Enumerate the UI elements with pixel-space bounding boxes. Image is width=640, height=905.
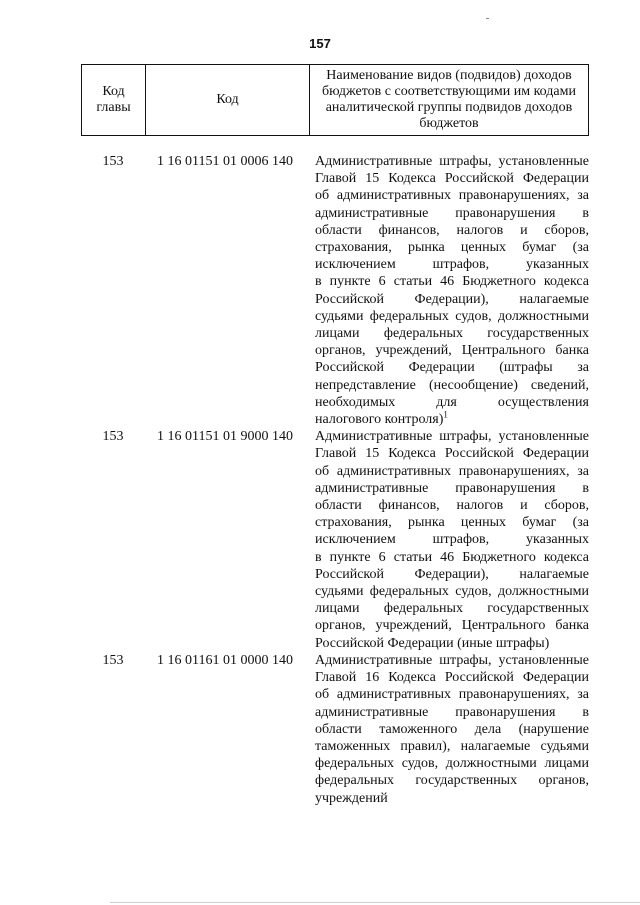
- name-line-text: судьями федеральных судов, должностными: [315, 584, 589, 600]
- name-line: [315, 652, 589, 669]
- name-line: [315, 772, 589, 789]
- name-line-text: органов, учреждений, Центрального банка: [315, 343, 589, 359]
- name-line-text: области таможенного дела (нарушение: [315, 721, 589, 737]
- name-line-text: Административные штрафы, установленные: [315, 429, 589, 445]
- name-line-text: учреждений: [315, 790, 388, 806]
- name-line-text: Главой 16 Кодекса Российской Федерации: [315, 670, 589, 686]
- name-line: [315, 308, 589, 325]
- name-line-text: лицами федеральных государственных: [315, 601, 589, 617]
- name-line-text: Российской Федерации), налагаемые: [315, 566, 589, 582]
- name-line-text: непредставление (несообщение) сведений,: [315, 377, 589, 393]
- name-line-text: административные правонарушения в: [315, 205, 589, 221]
- name-line-text: необходимых для осуществления: [315, 394, 589, 410]
- name-line-text: Главой 15 Кодекса Российской Федерации: [315, 446, 589, 462]
- name-line-text: области финансов, налогов и сборов,: [315, 498, 589, 514]
- table-header: [81, 64, 589, 136]
- name-line-text: страхования, рынка ценных бумаг (за: [315, 240, 589, 256]
- name-line-text: Российской Федерации (иные штрафы): [315, 635, 550, 651]
- name-line: [315, 342, 589, 359]
- table-row: [81, 153, 589, 428]
- name-line-text: судьями федеральных судов, должностными: [315, 308, 589, 324]
- name-line-text: федеральных государственных органов,: [315, 773, 589, 789]
- name-line-text: Российской Федерации (штрафы за: [315, 360, 589, 376]
- name-line: [315, 256, 589, 273]
- page-number: 157: [309, 36, 331, 51]
- name-line: [315, 566, 589, 583]
- name-line-text: Главой 15 Кодекса Российской Федерации: [315, 171, 589, 187]
- name-line: [315, 222, 589, 239]
- name-line-text: лицами федеральных государственных: [315, 326, 589, 342]
- name-line: [315, 411, 589, 428]
- name-line: [315, 291, 589, 308]
- cell-name: [315, 428, 589, 652]
- name-line-text: в пункте 6 статьи 46 Бюджетного кодекса: [315, 549, 589, 565]
- name-line: [315, 635, 589, 652]
- cell-kod: 1 16 01161 01 0000 140: [157, 652, 293, 668]
- cell-name: [315, 153, 589, 428]
- name-line: [315, 394, 589, 411]
- name-line: [315, 325, 589, 342]
- name-line: [315, 617, 589, 634]
- name-line-text: Административные штрафы, установленные: [315, 154, 589, 169]
- header-col-name: Наименование видов (подвидов) доходов бюджетов с соответствующими им кодами аналитической группы подвидов доходов бюджетов: [310, 65, 589, 136]
- name-line: [315, 686, 589, 703]
- name-line: [315, 583, 589, 600]
- name-line: [315, 531, 589, 548]
- name-line: [315, 428, 589, 445]
- name-line-text: об административных правонарушениях, за: [315, 188, 589, 204]
- name-line-text: административные правонарушения в: [315, 480, 589, 496]
- name-line: [315, 170, 589, 187]
- cell-name: [315, 652, 589, 807]
- header-col-glavy: Код главы: [82, 65, 146, 136]
- name-line: [315, 273, 589, 290]
- name-line: [315, 721, 589, 738]
- name-line: [315, 153, 589, 170]
- header-col-kod: Код: [146, 65, 310, 136]
- name-line: [315, 549, 589, 566]
- name-line: [315, 669, 589, 686]
- cell-kod: 1 16 01151 01 9000 140: [157, 429, 293, 445]
- name-line-text: исключением штрафов, указанных: [315, 532, 589, 548]
- name-line-text: области финансов, налогов и сборов,: [315, 222, 589, 238]
- name-line-text: об административных правонарушениях, за: [315, 687, 589, 703]
- name-line-text: федеральных судов, должностными лицами: [315, 756, 589, 772]
- name-line-text: об административных правонарушениях, за: [315, 463, 589, 479]
- name-line-text: Административные штрафы, установленные: [315, 652, 589, 668]
- table-body: [81, 153, 589, 807]
- name-line: [315, 600, 589, 617]
- name-line-text: налогового контроля): [315, 412, 444, 428]
- name-line-text: исключением штрафов, указанных: [315, 257, 589, 273]
- name-line: [315, 445, 589, 462]
- name-line: [315, 205, 589, 222]
- name-line: [315, 359, 589, 376]
- name-line-text: таможенных правил), налагаемые судьями: [315, 738, 589, 754]
- name-line: [315, 497, 589, 514]
- name-line: [315, 755, 589, 772]
- name-line: [315, 480, 589, 497]
- name-line-text: Российской Федерации), налагаемые: [315, 291, 589, 307]
- name-line-text: в пункте 6 статьи 46 Бюджетного кодекса: [315, 274, 589, 290]
- name-line: [315, 704, 589, 721]
- scan-mark: [486, 18, 489, 19]
- table-row: [81, 652, 589, 807]
- scan-edge: [110, 902, 640, 903]
- name-line: [315, 790, 589, 807]
- name-line-text: органов, учреждений, Центрального банка: [315, 618, 589, 634]
- footnote-marker: 1: [443, 409, 448, 420]
- name-line-text: страхования, рынка ценных бумаг (за: [315, 515, 589, 531]
- name-line: [315, 463, 589, 480]
- cell-kod-glavy: 153: [102, 154, 124, 169]
- name-line: [315, 187, 589, 204]
- name-line: [315, 377, 589, 394]
- table-row: [81, 428, 589, 652]
- name-line: [315, 239, 589, 256]
- name-line: [315, 514, 589, 531]
- cell-kod-glavy: 153: [102, 652, 124, 668]
- name-line-text: административные правонарушения в: [315, 704, 589, 720]
- cell-kod-glavy: 153: [102, 429, 124, 445]
- cell-kod: 1 16 01151 01 0006 140: [157, 154, 293, 169]
- name-line: [315, 738, 589, 755]
